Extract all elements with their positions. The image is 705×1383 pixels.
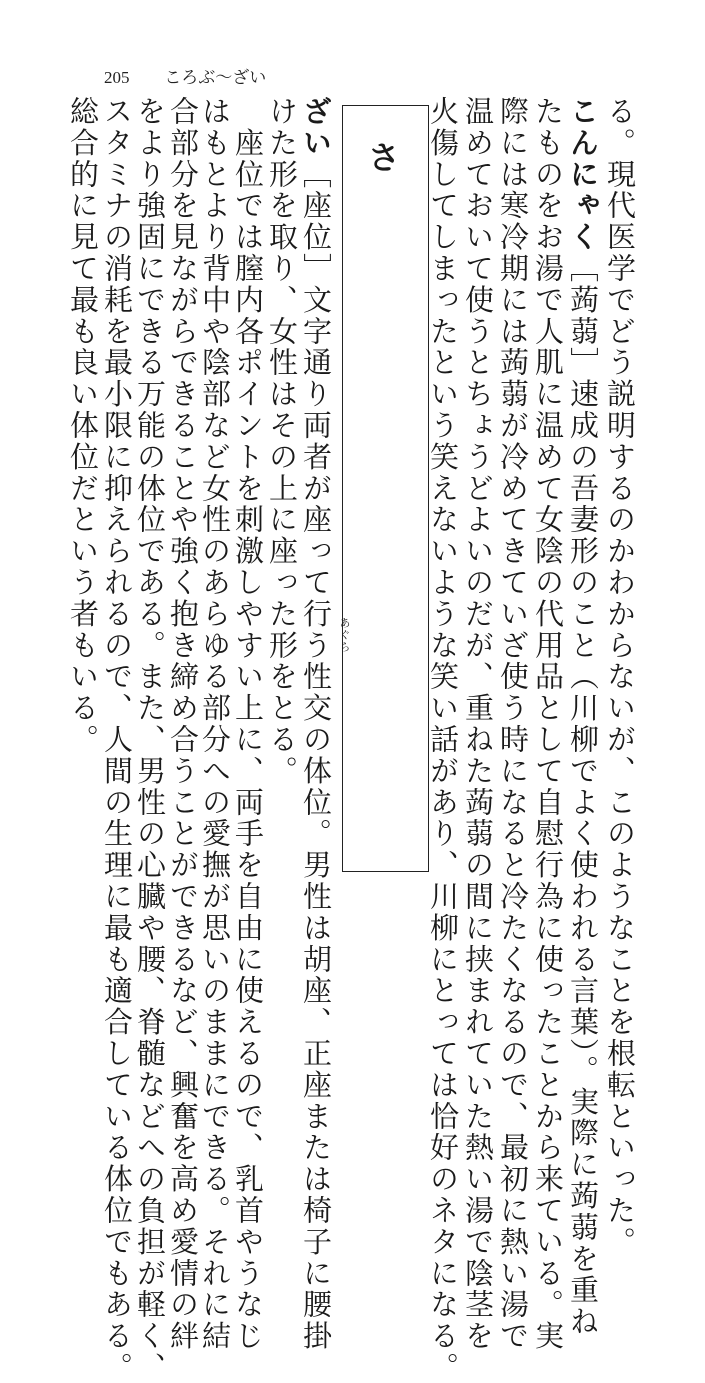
column-text: スタミナの消耗を最小限に抑えられるので、人間の生理に最も適合している体位でもある。 bbox=[100, 96, 134, 1383]
running-header bbox=[104, 63, 266, 88]
column-text: ［座位］文字通り両者が座って行う性交の体位。男性は胡座、正座または椅子に腰掛 bbox=[299, 158, 333, 1353]
column-text: たものをお湯で人肌に温めて女陰の代用品として自慰行為に使ったことから来ている。実 bbox=[531, 96, 565, 1352]
entry-zai bbox=[299, 96, 333, 1352]
column-text: 際には寒冷期には蒟蒻が冷めてきていざ使う時になると冷たくなるので、最初に熱い湯で bbox=[496, 96, 530, 1352]
headword: ざい bbox=[299, 96, 333, 159]
text-column bbox=[265, 96, 299, 787]
column-text: ［蒟蒻］速成の吾妻形のこと（川柳でよく使われる言葉）。実際に蒟蒻を重ね bbox=[566, 253, 600, 1338]
column-text: けた形を取り、女性はその上に座った形をとる。 bbox=[265, 96, 299, 787]
text-column bbox=[461, 96, 495, 1352]
text-column bbox=[133, 96, 167, 1383]
page-number: 205 bbox=[104, 68, 130, 87]
column-text: 火傷してしまったという笑えないような笑い話があり、川柳にとっては恰好のネタになる。 bbox=[426, 96, 460, 1383]
column-text: 総合的に見て最も良い体位だという者もいる。 bbox=[66, 96, 100, 756]
column-text: 座位では膣内各ポイントを刺激しやすい上に、両手を自由に使えるので、乳首やうなじ bbox=[231, 96, 265, 1352]
section-index-box bbox=[342, 105, 429, 872]
column-text: 温めておいて使うとちょうどよいのだが、重ねた蒟蒻の間に挟まれていた熱い湯で陰茎を bbox=[461, 96, 495, 1353]
headword: こんにゃく bbox=[566, 96, 600, 253]
ruby-reading: あぐら bbox=[338, 617, 351, 653]
text-column bbox=[100, 96, 134, 1383]
section-kana: さ bbox=[362, 140, 402, 173]
column-text: をより強固にできる万能の体位である。また、男性の心臓や腰、脊髄などへの負担が軽く、 bbox=[133, 96, 167, 1383]
column-text: る。現代医学でどう説明するのかわからないが、このようなことを根転といった。 bbox=[603, 96, 637, 1258]
text-column bbox=[426, 96, 460, 1383]
text-column bbox=[531, 96, 565, 1352]
column-text: 合部分を見ながらできることや強く抱き締め合うことができるなど、興奮を高め愛情の絆 bbox=[166, 96, 200, 1352]
running-head-title: ころぶ〜ざい bbox=[164, 68, 267, 87]
text-column bbox=[231, 96, 265, 1352]
text-column bbox=[166, 96, 200, 1352]
column-text: はもとより背中や陰部など女性のあらゆる部分への愛撫が思いのままにできる。それに結 bbox=[198, 96, 232, 1352]
text-column bbox=[198, 96, 232, 1352]
text-column bbox=[66, 96, 100, 755]
text-column bbox=[496, 96, 530, 1352]
text-column bbox=[603, 96, 637, 1258]
entry-konnyaku bbox=[566, 96, 600, 1338]
